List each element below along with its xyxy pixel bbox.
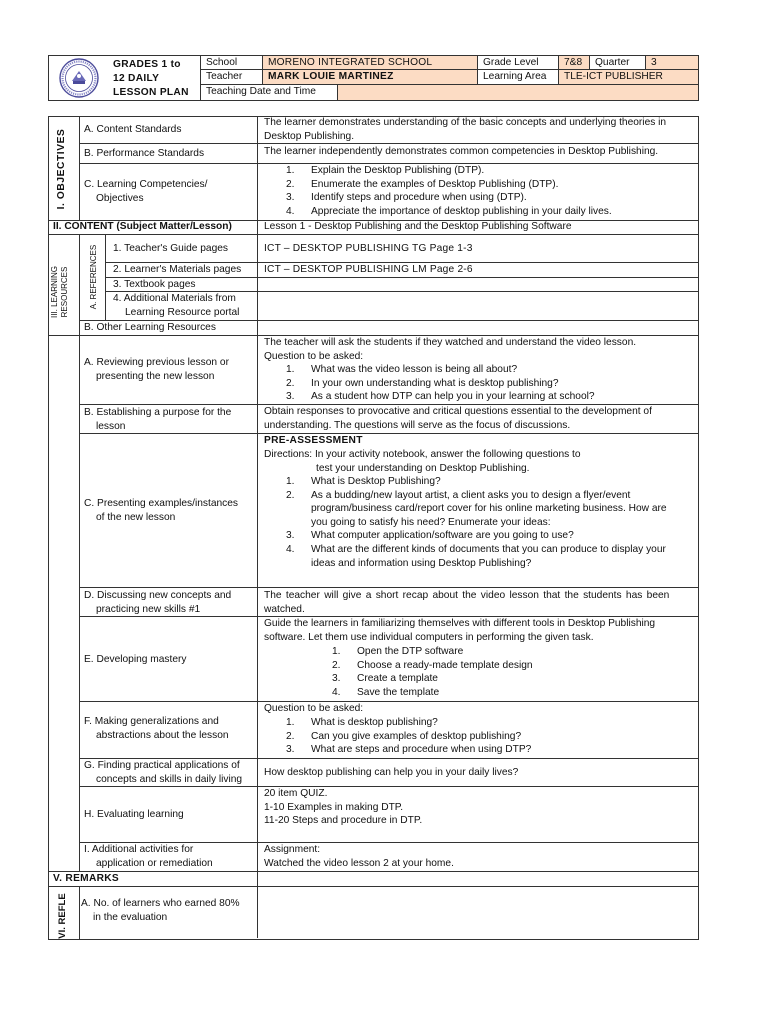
teaching-date-value bbox=[337, 84, 699, 101]
procedure-i-label-line: application or remediation bbox=[96, 857, 213, 869]
teachers-guide-label: 1. Teacher's Guide pages bbox=[113, 243, 229, 254]
grid-line bbox=[79, 701, 699, 702]
content-lesson-text: Lesson 1 - Desktop Publishing and the Desktop Publishing Software bbox=[264, 221, 572, 232]
grade-level-label: Grade Level bbox=[477, 55, 559, 70]
procedure-e-list bbox=[310, 645, 533, 699]
title-line-1: GRADES 1 to bbox=[113, 59, 181, 70]
procedure-a-line: Question to be asked: bbox=[264, 350, 364, 362]
procedure-g-label-line: concepts and skills in daily living bbox=[96, 773, 243, 785]
procedure-d-label-line: D. Discussing new concepts and bbox=[84, 590, 232, 601]
grade-level-value: 7&8 bbox=[558, 55, 590, 70]
quarter-label: Quarter bbox=[589, 55, 646, 70]
title-line-2: 12 DAILY bbox=[113, 73, 160, 84]
competencies-label bbox=[84, 178, 207, 205]
title-line-3: LESSON PLAN bbox=[113, 87, 189, 98]
procedure-b-label bbox=[84, 406, 231, 433]
directions-line: Directions: In your activity notebook, answer the following questions to bbox=[264, 449, 581, 460]
list-item: 3. What computer application/software are you going to use? bbox=[286, 530, 574, 542]
procedure-g-text: How desktop publishing can help you in your daily lives? bbox=[264, 767, 519, 778]
procedure-c-label bbox=[84, 497, 238, 524]
teachers-guide-value: ICT – DESKTOP PUBLISHING TG Page 1-3 bbox=[264, 243, 473, 254]
quarter-value: 3 bbox=[645, 55, 699, 70]
procedure-i-label bbox=[84, 843, 213, 870]
procedure-i-text bbox=[264, 843, 454, 870]
procedure-c-list bbox=[264, 475, 667, 570]
grid-line bbox=[79, 886, 80, 939]
lesson-plan-title bbox=[113, 58, 198, 100]
list-item: 1. Open the DTP software bbox=[332, 646, 464, 657]
grid-line bbox=[79, 116, 80, 220]
procedure-b-text bbox=[264, 405, 652, 432]
procedure-e-label: E. Developing mastery bbox=[84, 654, 187, 665]
procedure-c-label-line: C. Presenting examples/instances bbox=[84, 498, 239, 509]
additional-materials-line: Learning Resource portal bbox=[125, 306, 240, 318]
teacher-label: Teacher bbox=[200, 69, 263, 85]
procedure-c-label-line: of the new lesson bbox=[96, 511, 176, 523]
list-item: 4. Appreciate the importance of desktop publishing in your daily lives. bbox=[286, 205, 612, 217]
grid-line bbox=[79, 587, 699, 588]
other-resources-label: B. Other Learning Resources bbox=[84, 322, 216, 333]
textbook-pages-label: 3. Textbook pages bbox=[113, 279, 196, 290]
content-standards-line: Desktop Publishing. bbox=[264, 130, 355, 142]
list-item: 1. What was the video lesson is being all about? bbox=[286, 364, 518, 375]
competencies-label-line: C. Learning Competencies/ bbox=[84, 179, 208, 190]
learning-area-label: Learning Area bbox=[477, 69, 559, 85]
list-item: 3. Identify steps and procedure when using (DTP). bbox=[286, 192, 527, 204]
procedure-h-text bbox=[264, 787, 422, 828]
school-label: School bbox=[200, 55, 263, 70]
procedure-i-line: Assignment: bbox=[264, 844, 321, 855]
procedure-a-label bbox=[84, 356, 229, 383]
grid-line bbox=[79, 335, 80, 871]
procedure-e-line: software. Let them use individual computers in performing the given task. bbox=[264, 631, 594, 643]
resources-section-label: III. LEARNING RESOURCES bbox=[50, 266, 69, 319]
procedure-f-label-line: F. Making generalizations and bbox=[84, 716, 219, 727]
content-standards-text bbox=[264, 116, 666, 143]
directions-line: test your understanding on Desktop Publishing. bbox=[316, 462, 530, 474]
grid-line bbox=[48, 234, 699, 235]
school-value: MORENO INTEGRATED SCHOOL bbox=[262, 55, 478, 70]
procedure-d-text bbox=[264, 589, 669, 616]
procedure-a-list bbox=[264, 363, 595, 404]
reflection-section-label: VI. REFLE bbox=[57, 893, 68, 939]
procedure-d-line: watched. bbox=[264, 603, 305, 615]
remarks-section-label: V. REMARKS bbox=[53, 873, 120, 884]
performance-standards-label: B. Performance Standards bbox=[84, 148, 205, 159]
list-item: 3. As a student how DTP can help you in your learning at school? bbox=[286, 391, 595, 403]
procedure-b-label-line: lesson bbox=[96, 420, 126, 432]
additional-materials-label bbox=[113, 292, 239, 319]
list-item: 1. What is Desktop Publishing? bbox=[286, 476, 441, 487]
procedure-d-line: The teacher will give a short recap about the video lesson that the students has been bbox=[264, 590, 670, 601]
list-item: 3. What are steps and procedure when using DTP? bbox=[286, 744, 532, 756]
reflection-a-label bbox=[81, 897, 240, 924]
list-item: 1. What is desktop publishing? bbox=[286, 717, 438, 728]
grid-line bbox=[48, 871, 699, 872]
deped-seal-icon bbox=[53, 57, 105, 99]
list-item: 3. Create a template bbox=[332, 673, 438, 685]
procedure-g-label bbox=[84, 759, 242, 786]
list-item: 2. In your own understanding what is desktop publishing? bbox=[286, 377, 559, 389]
reflection-a-label-line: A. No. of learners who earned 80% bbox=[81, 898, 240, 909]
procedure-h-line: 1-10 Examples in making DTP. bbox=[264, 801, 404, 813]
procedure-d-label-line: practicing new skills #1 bbox=[96, 603, 201, 615]
procedure-a-text bbox=[264, 336, 636, 363]
list-item: 2. As a budding/new layout artist, a client asks you to design a flyer/event program/business card/report cover for his online marketing business. How are you going to satisfy his need? Enumerate your ideas: bbox=[286, 489, 667, 528]
references-section-label: A. REFERENCES bbox=[89, 244, 98, 310]
procedure-a-line: The teacher will ask the students if they watched and understand the video lesson. bbox=[264, 337, 637, 348]
procedure-i-label-line: I. Additional activities for bbox=[84, 844, 194, 855]
content-standards-label: A. Content Standards bbox=[84, 124, 182, 135]
content-section-label: II. CONTENT (Subject Matter/Lesson) bbox=[53, 221, 232, 232]
procedure-e-text bbox=[264, 617, 655, 644]
procedure-g-label-line: G. Finding practical applications of bbox=[84, 760, 240, 771]
procedure-h-line: 20 item QUIZ. bbox=[264, 788, 328, 799]
learners-materials-value: ICT – DESKTOP PUBLISHING LM Page 2-6 bbox=[264, 264, 473, 275]
grid-line bbox=[48, 886, 699, 887]
competencies-list bbox=[264, 164, 612, 218]
list-item: 4. Save the template bbox=[332, 686, 440, 698]
learning-area-value: TLE-ICT PUBLISHER bbox=[558, 69, 699, 85]
pre-assessment-heading: PRE-ASSESSMENT bbox=[264, 435, 363, 446]
procedure-a-label-line: presenting the new lesson bbox=[96, 370, 215, 382]
procedure-b-label-line: B. Establishing a purpose for the bbox=[84, 407, 232, 418]
list-item: 1. Explain the Desktop Publishing (DTP). bbox=[286, 165, 485, 176]
list-item: 4. What are the different kinds of documents that you can produce to display your ideas and information using Desktop Publishing? bbox=[286, 543, 666, 569]
additional-materials-line: 4. Additional Materials from bbox=[113, 293, 236, 304]
procedure-e-line: Guide the learners in familiarizing themselves with different tools in Desktop Publishing bbox=[264, 618, 656, 629]
teaching-date-label: Teaching Date and Time bbox=[200, 84, 338, 101]
list-item: 2. Can you give examples of desktop publishing? bbox=[286, 730, 522, 742]
procedure-h-label: H. Evaluating learning bbox=[84, 809, 184, 820]
procedure-f-list bbox=[264, 716, 531, 757]
procedure-f-label-line: abstractions about the lesson bbox=[96, 729, 229, 741]
procedure-b-line: Obtain responses to provocative and critical questions essential to the development of bbox=[264, 406, 652, 417]
list-item: 2. Choose a ready-made template design bbox=[332, 659, 533, 671]
procedure-f-label bbox=[84, 715, 229, 742]
competencies-label-line: Objectives bbox=[96, 192, 144, 204]
performance-standards-text: The learner independently demonstrates common competencies in Desktop Publishing. bbox=[264, 146, 659, 157]
objectives-section-label: I. OBJECTIVES bbox=[56, 128, 67, 210]
teacher-value: MARK LOUIE MARTINEZ bbox=[262, 69, 478, 85]
learners-materials-label: 2. Learner's Materials pages bbox=[113, 264, 242, 275]
content-standards-line: The learner demonstrates understanding of the basic concepts and underlying theories in bbox=[264, 117, 667, 128]
procedure-f-text: Question to be asked: bbox=[264, 703, 364, 714]
procedure-h-line: 11-20 Steps and procedure in DTP. bbox=[264, 815, 423, 827]
procedure-i-line: Watched the video lesson 2 at your home. bbox=[264, 857, 454, 869]
grid-line bbox=[257, 116, 258, 938]
reflection-a-label-line: in the evaluation bbox=[93, 911, 168, 923]
procedure-c-directions bbox=[264, 448, 581, 475]
procedure-d-label bbox=[84, 589, 231, 616]
list-item: 2. Enumerate the examples of Desktop Publishing (DTP). bbox=[286, 178, 559, 190]
procedure-a-label-line: A. Reviewing previous lesson or bbox=[84, 357, 229, 368]
procedure-b-line: understanding. The questions will serve as the focus of discussions. bbox=[264, 419, 571, 431]
